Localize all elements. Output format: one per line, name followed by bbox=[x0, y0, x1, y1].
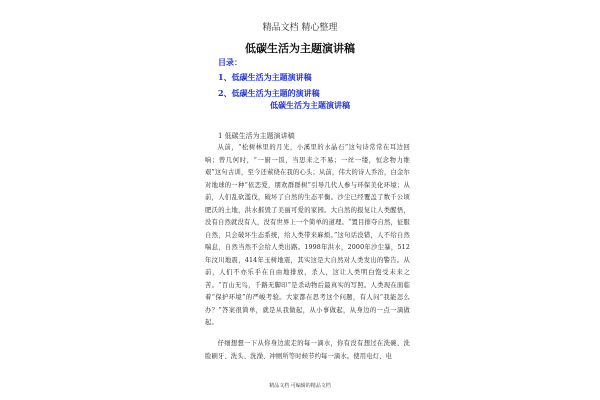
page-footer-note: 精品文档 可编辑的精品文档 bbox=[269, 383, 331, 389]
toc-item-2[interactable]: 2、低碳生活为主题的演讲稿 bbox=[218, 88, 320, 98]
paragraph-text: 仔细想想一下从你身边流走的每一滴水，你有没有想过在洗碗、洗脸刷牙、洗头、洗澡、冲厕所等时候节约每一滴水。使用电灯、电 bbox=[205, 340, 410, 360]
toc-item-1[interactable]: 1、低碳生活为主题演讲稿 bbox=[218, 72, 312, 82]
section-title-link[interactable]: 低碳生活为主题演讲稿 bbox=[270, 100, 350, 110]
paragraph-text: 从前，“松树林里的月光，小溪里的水晶石”这句诗常常在耳边回响；曾几何时，“一厨一饭，当思来之不易；一丝一缕，恒念物力维艰”这句古训，至今还萦绕在我的心头；从前，伟大的诗人乔治，白金尔对地球的一种“依恋爱，朋欢群群树”引导几代人参与环保美化环境；从前，人们乱砍滥伐，破坏了自然的生态平衡。沙尘已经覆盖了数千公顷肥沃的土地，洪水摧毁了美丽可爱的家园。大自然的报复让人类醒悟，没有自然就没有人，没有世界上一个简单的道理。“置目排夺自然，征服自然，只会破坏生态系统，给人类带来麻烦。”这句话没错，人不给自然喘息，自然当然不会给人类出路。1998年洪水，2000年沙尘暴，512年汶川地震，414年玉树地震，其实这是大自然对人类发出的警告。从前，人们不亦乐乎在自由地排放，杀人，这让人类明白饱受未来之苦。“百山无鸟，千路无脚印”是杀动物后最真实的写照。人类现在面临着“保护环境”的严峻考验。大家都在思考这个问题，有人问“我能怎么办？”答案很简单，就是从我做起，从小事做起，从身边的一点一滴做起。 bbox=[205, 144, 410, 326]
toc-heading: 目录： bbox=[218, 57, 242, 67]
section-heading: 1 低碳生活为主题演讲稿 bbox=[218, 132, 295, 140]
body-paragraph-2 bbox=[205, 338, 410, 363]
document-title: 低碳生活为主题演讲稿 bbox=[245, 42, 355, 55]
body-paragraph-1 bbox=[205, 142, 410, 330]
page-header-note: 精品文档 精心整理 bbox=[262, 23, 338, 33]
